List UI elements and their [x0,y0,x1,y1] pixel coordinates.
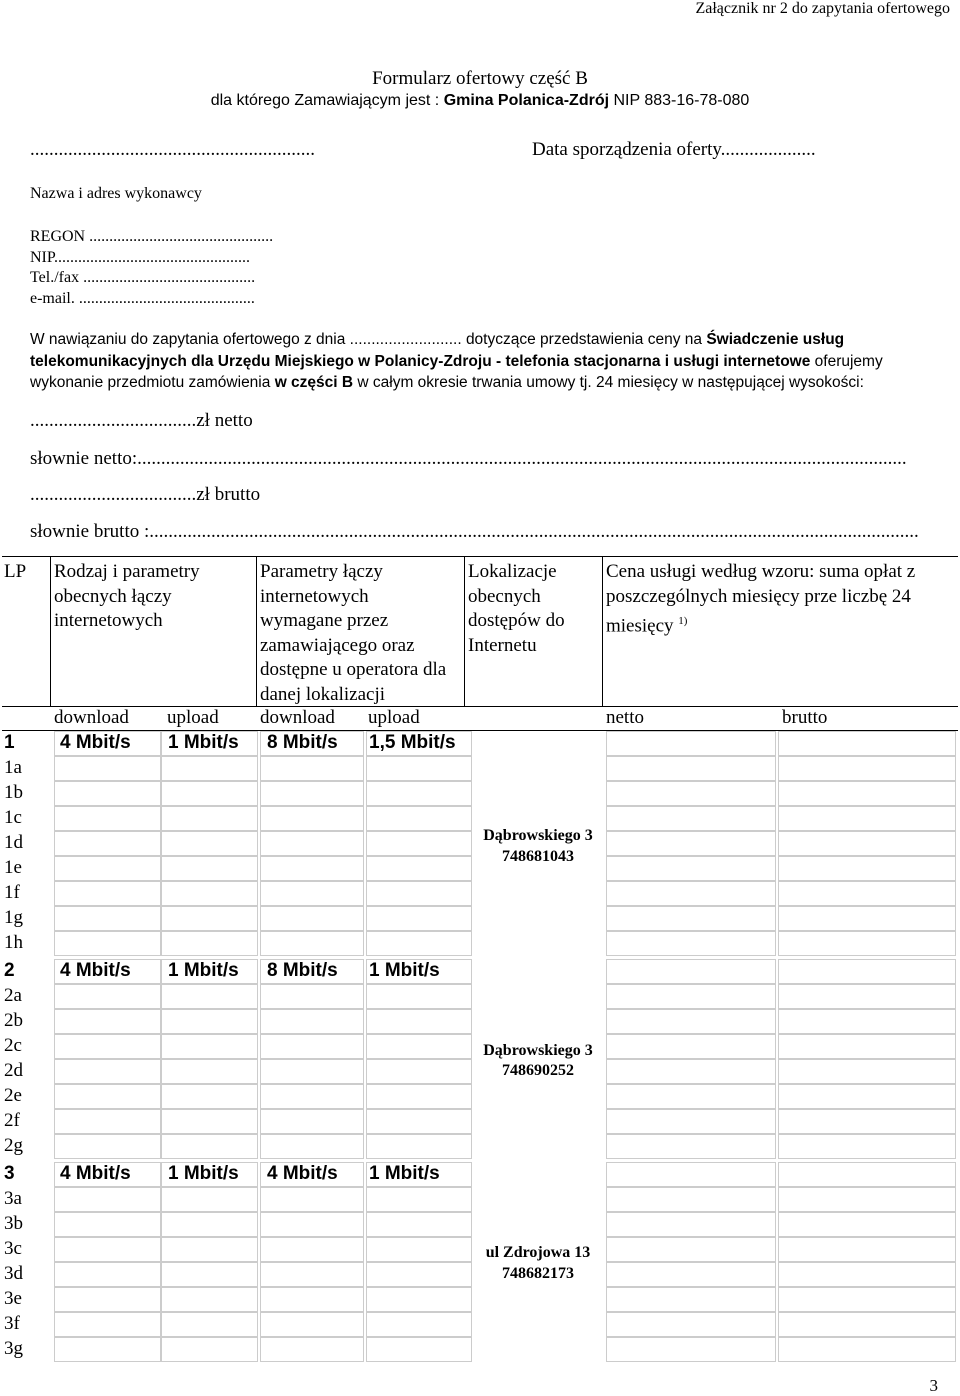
table-cell[interactable] [366,1187,472,1212]
brutto-words-field[interactable]: słownie brutto :.................................................................................................................................................................. [30,521,919,542]
table-cell[interactable] [366,806,472,831]
header-locations: Lokalizacje obecnych dostępów do Internetu [468,561,565,656]
price-cell[interactable] [778,1162,956,1187]
price-cell[interactable] [778,1212,956,1237]
table-cell[interactable] [366,906,472,931]
table-cell[interactable] [160,959,258,984]
table-cell[interactable] [160,1287,258,1312]
price-cell[interactable] [778,984,956,1009]
price-cell[interactable] [778,1312,956,1337]
price-cell[interactable] [606,1084,776,1109]
table-cell[interactable] [260,984,364,1009]
current-download: 4 Mbit/s [60,960,131,981]
row-label: 2e [4,1085,22,1106]
price-cell[interactable] [606,906,776,931]
table-cell[interactable] [366,1162,472,1187]
subtitle-prefix: dla którego Zamawiającym jest : [210,92,444,109]
table-cell[interactable] [54,1262,162,1287]
price-cell[interactable] [778,931,956,956]
table-cell[interactable] [54,831,162,856]
table-cell[interactable] [366,756,472,781]
table-cell[interactable] [160,1262,258,1287]
intro-text-3: w całym okresie trwania umowy tj. 24 miesięcy w następującej wysokości: [353,374,864,391]
table-cell[interactable] [260,1212,364,1237]
table-cell[interactable] [54,1212,162,1237]
intro-text-2: oferujemy wykonanie przedmiotu zamówienia [30,352,883,391]
price-cell[interactable] [606,1262,776,1287]
tel-fax-field[interactable]: Tel./fax ........................................... [30,269,256,286]
subtitle-entity: Gmina Polanica-Zdrój [443,92,610,109]
table-cell[interactable] [54,931,162,956]
table-cell[interactable] [160,984,258,1009]
table-cell[interactable] [160,1237,258,1262]
table-cell[interactable] [366,1109,472,1134]
price-cell[interactable] [606,1287,776,1312]
table-cell[interactable] [54,1162,162,1187]
page-number: 3 [929,1376,938,1395]
table-cell[interactable] [160,756,258,781]
table-cell[interactable] [54,1237,162,1262]
table-cell[interactable] [54,1059,162,1084]
price-cell[interactable] [778,831,956,856]
row-label: 3g [4,1338,23,1359]
table-cell[interactable] [54,781,162,806]
price-cell[interactable] [606,931,776,956]
row-label: 1e [4,857,22,878]
price-cell[interactable] [778,1009,956,1034]
table-cell[interactable] [260,756,364,781]
price-cell[interactable] [606,856,776,881]
row-label: 3c [4,1238,22,1259]
row-label: 3d [4,1263,23,1284]
price-cell[interactable] [606,1134,776,1159]
table-cell[interactable] [160,1212,258,1237]
table-cell[interactable] [260,959,364,984]
table-cell[interactable] [54,1084,162,1109]
table-cell[interactable] [260,1109,364,1134]
price-cell[interactable] [606,1034,776,1059]
location-address: Dąbrowskiego 3 [483,1042,593,1059]
row-label: 2b [4,1010,23,1031]
row-label: 1f [4,882,20,903]
table-cell[interactable] [160,931,258,956]
price-cell[interactable] [606,881,776,906]
table-cell[interactable] [260,1162,364,1187]
table-cell[interactable] [366,1262,472,1287]
price-cell[interactable] [778,906,956,931]
subheader-netto: netto [606,707,644,728]
table-cell[interactable] [366,1034,472,1059]
table-cell[interactable] [54,731,162,756]
price-cell[interactable] [778,1237,956,1262]
table-cell[interactable] [366,1009,472,1034]
table-cell[interactable] [54,756,162,781]
table-cell[interactable] [366,1237,472,1262]
table-cell[interactable] [366,1059,472,1084]
table-cell[interactable] [366,1287,472,1312]
table-cell[interactable] [260,1009,364,1034]
table-cell[interactable] [260,1337,364,1362]
table-cell[interactable] [260,931,364,956]
table-cell[interactable] [366,731,472,756]
email-field[interactable]: e-mail. ............................................ [30,290,255,307]
table-cell[interactable] [54,906,162,931]
table-cell[interactable] [366,831,472,856]
table-cell[interactable] [366,856,472,881]
row-label: 1c [4,807,22,828]
price-cell[interactable] [778,1059,956,1084]
row-label: 3a [4,1188,22,1209]
current-upload: 1 Mbit/s [168,732,239,753]
table-cell[interactable] [260,1187,364,1212]
price-cell[interactable] [778,1337,956,1362]
table-cell[interactable] [160,1134,258,1159]
price-cell[interactable] [778,1084,956,1109]
current-upload: 1 Mbit/s [168,960,239,981]
price-cell[interactable] [606,781,776,806]
price-cell[interactable] [606,806,776,831]
header-price [606,560,958,639]
price-cell[interactable] [778,881,956,906]
price-cell[interactable] [606,831,776,856]
row-label: 1h [4,932,23,953]
subheader-required-upload: upload [368,707,420,728]
footnote-marker: 1) [678,615,688,627]
place-field[interactable]: ............................................................ [30,139,315,160]
row-label: 1g [4,907,23,928]
row-label: 3b [4,1213,23,1234]
table-cell[interactable] [366,1337,472,1362]
price-cell[interactable] [606,1212,776,1237]
price-cell[interactable] [606,984,776,1009]
table-cell[interactable] [260,1059,364,1084]
subheader-required-download: download [260,707,335,728]
table-cell[interactable] [160,1337,258,1362]
table-cell[interactable] [160,1059,258,1084]
group-lp: 2 [4,960,15,981]
table-cell[interactable] [160,1084,258,1109]
location-address: Dąbrowskiego 3 [483,827,593,844]
table-cell[interactable] [260,881,364,906]
form-title: Formularz ofertowy część B [372,68,588,89]
table-cell[interactable] [160,1162,258,1187]
intro-subject: Świadczenie usług telekomunikacyjnych dla Urzędu Miejskiego w Polanicy-Zdroju - telefonia stacjonarna i usługi internetowe [30,331,845,370]
table-cell[interactable] [160,1009,258,1034]
subheader-brutto: brutto [782,707,828,728]
price-cell[interactable] [778,1262,956,1287]
table-cell[interactable] [160,831,258,856]
table-cell[interactable] [260,1237,364,1262]
table-cell[interactable] [160,731,258,756]
table-cell[interactable] [260,1312,364,1337]
table-cell[interactable] [54,1187,162,1212]
row-label: 1b [4,782,23,803]
subheader-current-upload: upload [167,707,219,728]
table-cell[interactable] [54,1337,162,1362]
price-cell[interactable] [606,1059,776,1084]
location-code: 748681043 [502,848,574,865]
table-cell[interactable] [366,984,472,1009]
table-cell[interactable] [366,1212,472,1237]
location-address: ul Zdrojowa 13 [485,1244,591,1261]
nip-field[interactable]: NIP................................................. [30,249,251,266]
price-cell[interactable] [778,731,956,756]
required-download: 8 Mbit/s [267,732,338,753]
group-lp: 1 [4,732,15,753]
table-cell[interactable] [260,856,364,881]
price-cell[interactable] [606,1337,776,1362]
price-cell[interactable] [778,756,956,781]
price-cell[interactable] [606,1162,776,1187]
price-cell[interactable] [778,1109,956,1134]
table-cell[interactable] [160,1109,258,1134]
table-cell[interactable] [260,806,364,831]
table-cell[interactable] [54,1009,162,1034]
row-label: 2a [4,985,22,1006]
table-cell[interactable] [260,731,364,756]
table-cell[interactable] [54,1109,162,1134]
header-price-text: Cena usługi według wzoru: suma opłat z poszczególnych miesięcy prze liczbę 24 miesięcy [606,561,916,637]
table-cell[interactable] [160,1312,258,1337]
current-download: 4 Mbit/s [60,732,131,753]
table-cell[interactable] [160,781,258,806]
table-cell[interactable] [160,806,258,831]
attachment-label: Załącznik nr 2 do zapytania ofertowego [695,0,950,17]
table-cell[interactable] [366,1134,472,1159]
subheader-current-download: download [54,707,129,728]
table-cell[interactable] [366,881,472,906]
header-current-links: Rodzaj i parametry obecnych łączy internetowych [54,561,200,631]
table-cell[interactable] [366,931,472,956]
table-cell[interactable] [54,1287,162,1312]
intro-text-1: W nawiązaniu do zapytania ofertowego z dnia .......................... dotyczące przedstawienia ceny na [30,331,707,348]
required-download: 8 Mbit/s [267,960,338,981]
table-cell[interactable] [54,1312,162,1337]
price-cell[interactable] [778,856,956,881]
row-label: 3f [4,1313,20,1334]
price-cell[interactable] [778,1134,956,1159]
row-label: 1a [4,757,22,778]
price-cell[interactable] [778,806,956,831]
required-upload: 1,5 Mbit/s [369,732,456,753]
table-cell[interactable] [160,856,258,881]
netto-words-field[interactable]: słownie netto:.................................................................................................................................................................. [30,448,907,469]
required-upload: 1 Mbit/s [369,1163,440,1184]
row-label: 2g [4,1135,23,1156]
table-cell[interactable] [260,1262,364,1287]
table-cell[interactable] [54,959,162,984]
required-download: 4 Mbit/s [267,1163,338,1184]
table-cell[interactable] [160,906,258,931]
price-cell[interactable] [606,756,776,781]
regon-field[interactable]: REGON .............................................. [30,228,274,245]
table-cell[interactable] [366,781,472,806]
price-cell[interactable] [606,1109,776,1134]
table-cell[interactable] [366,1084,472,1109]
table-cell[interactable] [260,831,364,856]
location-code: 748690252 [502,1062,574,1079]
group-lp: 3 [4,1163,15,1184]
row-label: 1d [4,832,23,853]
intro-part: w części B [274,374,354,391]
row-label: 3e [4,1288,22,1309]
table-cell[interactable] [54,881,162,906]
price-cell[interactable] [606,959,776,984]
price-cell[interactable] [606,1237,776,1262]
table-cell[interactable] [54,856,162,881]
netto-amount-field[interactable]: ...................................zł netto [30,410,253,431]
contractor-name-label: Nazwa i adres wykonawcy [30,185,202,202]
location-code: 748682173 [502,1265,574,1282]
table-cell[interactable] [260,781,364,806]
header-required-links: Parametry łączy internetowych wymagane przez zamawiającego oraz dostępne u operatora dla danej lokalizacji [260,561,447,705]
table-cell[interactable] [54,1034,162,1059]
brutto-amount-field[interactable]: ...................................zł brutto [30,484,261,505]
current-download: 4 Mbit/s [60,1163,131,1184]
price-cell[interactable] [778,781,956,806]
date-field[interactable]: Data sporządzenia oferty.................... [532,139,816,160]
price-cell[interactable] [778,959,956,984]
row-label: 2d [4,1060,23,1081]
table-cell[interactable] [160,1187,258,1212]
header-lp: LP [4,561,27,582]
table-cell[interactable] [160,881,258,906]
table-cell[interactable] [260,1034,364,1059]
price-cell[interactable] [778,1034,956,1059]
table-cell[interactable] [160,1034,258,1059]
table-cell[interactable] [366,959,472,984]
table-cell[interactable] [260,1084,364,1109]
table-cell[interactable] [366,1312,472,1337]
current-upload: 1 Mbit/s [168,1163,239,1184]
price-cell[interactable] [606,731,776,756]
row-label: 2c [4,1035,22,1056]
table-cell[interactable] [54,806,162,831]
row-label: 2f [4,1110,20,1131]
price-cell[interactable] [606,1187,776,1212]
price-cell[interactable] [606,1312,776,1337]
price-cell[interactable] [778,1287,956,1312]
price-cell[interactable] [778,1187,956,1212]
required-upload: 1 Mbit/s [369,960,440,981]
table-cell[interactable] [54,1134,162,1159]
subtitle-nip: NIP 883-16-78-080 [609,92,750,109]
table-cell[interactable] [260,906,364,931]
table-cell[interactable] [260,1287,364,1312]
table-cell[interactable] [54,984,162,1009]
price-cell[interactable] [606,1009,776,1034]
table-cell[interactable] [260,1134,364,1159]
